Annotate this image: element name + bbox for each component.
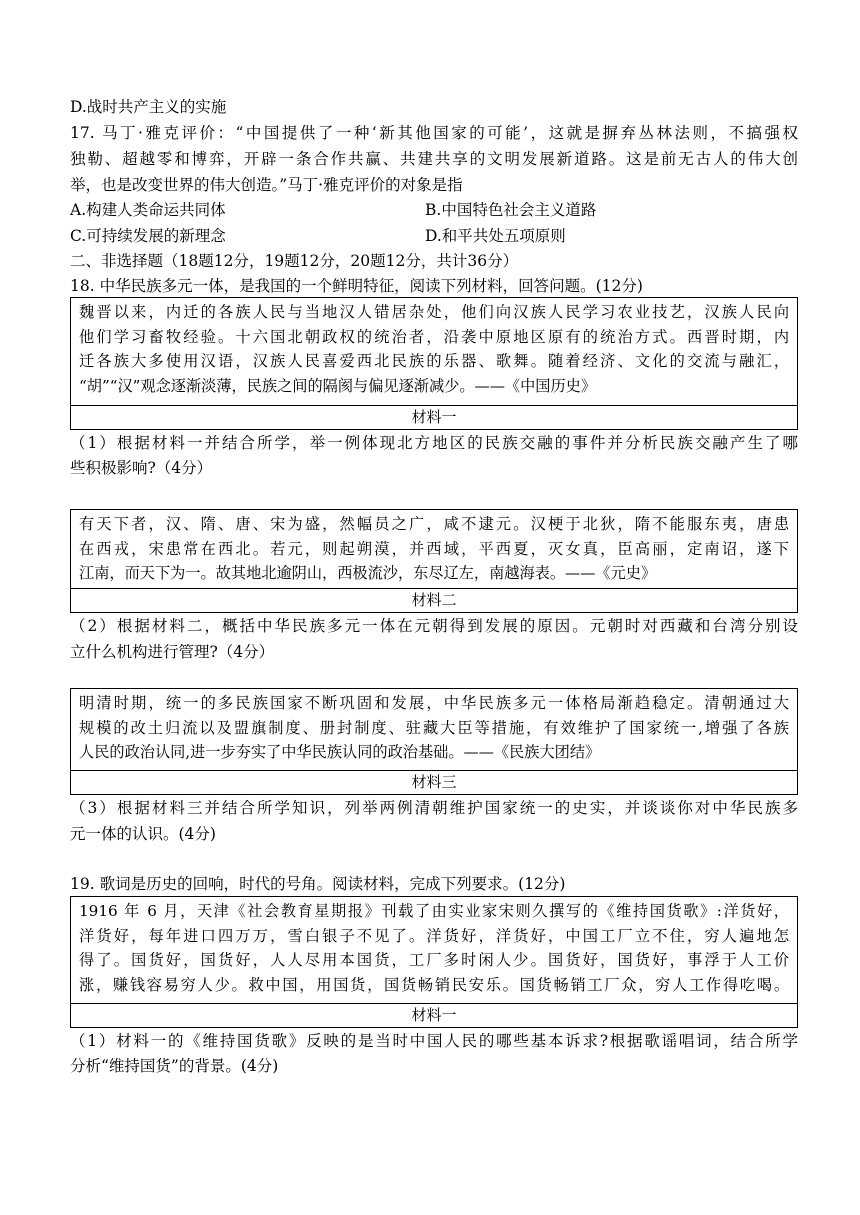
material-caption: 材料二 xyxy=(71,588,797,612)
material-line: 规模的改土归流以及盟旗制度、册封制度、驻藏大臣等措施，有效维护了国家统一,增强了各族 xyxy=(79,718,789,737)
q16-option-d: D.战时共产主义的实施 xyxy=(70,98,227,116)
q19-sub1-line: 分析“维持国货”的背景。(4分) xyxy=(70,1057,279,1075)
q17-stem-line: 独勒、超越零和博弈，开辟一条合作共赢、共建共享的文明发展新道路。这是前无古人的伟大创 xyxy=(70,150,798,168)
q17-option-a: A.构建人类命运共同体 xyxy=(70,201,226,219)
q18-sub3-line: （3）根据材料三并结合所学知识，列举两例清朝维护国家统一的史实，并谈谈你对中华民族多 xyxy=(70,799,798,817)
material-line: 明清时期，统一的多民族国家不断巩固和发展，中华民族多元一体格局渐趋稳定。清朝通过大 xyxy=(79,694,789,712)
q18-sub3-line: 元一体的认识。(4分) xyxy=(70,825,216,843)
material-caption: 材料三 xyxy=(71,770,797,794)
q19-stem: 19. 歌词是历史的回响，时代的号角。阅读材料，完成下列要求。(12分) xyxy=(70,875,566,893)
q18-material1-box xyxy=(70,297,798,430)
q19-material1-box xyxy=(70,896,798,1028)
material-line: “胡”“汉”观念逐渐淡薄，民族之间的隔阂与偏见逐渐减少。——《中国历史》 xyxy=(79,376,597,395)
material-line: 有天下者，汉、隋、唐、宋为盛，然幅员之广，咸不逮元。汉梗于北狄，隋不能服东夷，唐患 xyxy=(79,515,789,533)
material-line: 洋货好，每年进口四万万，雪白银子不见了。洋货好，洋货好，中国工厂立不住，穷人遍地怎 xyxy=(79,926,789,945)
q17-option-b: B.中国特色社会主义道路 xyxy=(425,201,597,219)
material-line: 涨，赚钱容易穷人少。救中国，用国货，国货畅销民安乐。国货畅销工厂众，穷人工作得吃喝。 xyxy=(79,975,789,994)
q18-stem: 18. 中华民族多元一体，是我国的一个鲜明特征，阅读下列材料，回答问题。(12分) xyxy=(70,277,643,295)
q17-option-d: D.和平共处五项原则 xyxy=(425,227,566,245)
q17-stem-line: 举，也是改变世界的伟大创造。”马丁·雅克评价的对象是指 xyxy=(70,176,463,194)
q18-sub1-line: 些积极影响?（4分） xyxy=(70,459,213,477)
q19-sub1-line: （1）材料一的《维持国货歌》反映的是当时中国人民的哪些基本诉求?根据歌谣唱词，结合所学 xyxy=(70,1032,798,1050)
q18-sub1-line: （1）根据材料一并结合所学，举一例体现北方地区的民族交融的事件并分析民族交融产生了哪 xyxy=(70,434,798,452)
q18-sub2-line: （2）根据材料二，概括中华民族多元一体在元朝得到发展的原因。元朝时对西藏和台湾分别设 xyxy=(70,617,798,635)
material-line: 人民的政治认同,进一步夯实了中华民族认同的政治基础。——《民族大团结》 xyxy=(79,743,601,761)
q18-sub2-line: 立什么机构进行管理?（4分） xyxy=(70,643,275,661)
material-line: 江南，而天下为一。故其地北逾阴山，西极流沙，东尽辽左，南越海表。——《元史》 xyxy=(79,564,657,582)
material-line: 得了。国货好，国货好，人人尽用本国货，工厂多时闲人少。国货好，国货好，事浮于人工价 xyxy=(79,951,789,969)
material-line: 1916 年 6 月，天津《社会教育星期报》刊载了由实业家宋则久撰写的《维持国货歌》:洋货好， xyxy=(79,902,789,920)
material-caption: 材料一 xyxy=(71,405,797,429)
q17-stem-line: 17. 马丁·雅克评价：“中国提供了一种‘新其他国家的可能’，这就是摒弃丛林法则，不搞强权 xyxy=(70,124,798,142)
q18-material3-box xyxy=(70,688,798,795)
material-line: 在西戎，宋患常在西北。若元，则起朔漠，并西域，平西夏，灭女真，臣高丽，定南诏，遂下 xyxy=(79,539,789,558)
q18-material2-box xyxy=(70,509,798,613)
material-line: 魏晋以来，内迁的各族人民与当地汉人错居杂处，他们向汉族人民学习农业技艺，汉族人民向 xyxy=(79,303,789,321)
material-line: 他们学习畜牧经验。十六国北朝政权的统治者，沿袭中原地区原有的统治方式。西晋时期，内 xyxy=(79,327,789,346)
q17-option-c: C.可持续发展的新理念 xyxy=(70,227,226,245)
section-title: 二、非选择题（18题12分，19题12分，20题12分，共计36分） xyxy=(70,252,519,270)
material-line: 迁各族大多使用汉语，汉族人民喜爱西北民族的乐器、歌舞。随着经济、文化的交流与融汇， xyxy=(79,352,789,370)
material-caption: 材料一 xyxy=(71,1003,797,1027)
